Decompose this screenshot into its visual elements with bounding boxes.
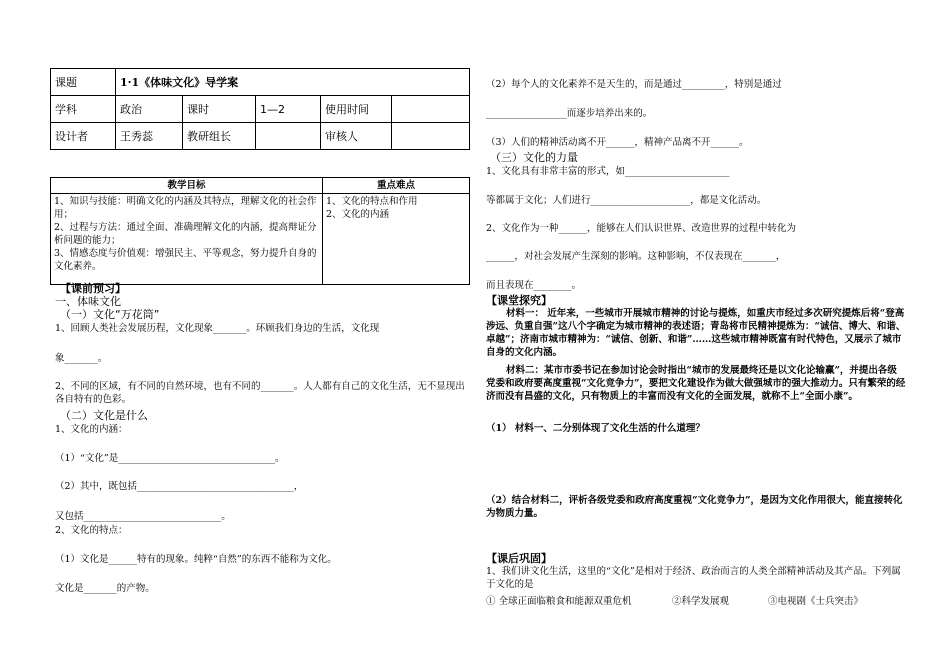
question-2: 2、不同的区域，有不同的自然环境，也有不同的_______。人人都有自己的文化生活，无不显现出各自特有的色彩。 — [55, 381, 465, 405]
option-1: ① 全球正面临粮食和能源双重危机 — [486, 596, 632, 607]
question-3b: （2）其中，既包括_________________________________， — [55, 481, 304, 492]
keypoint-2: 2、文化的内涵 — [326, 209, 390, 220]
r-question-4: 2、文化作为一种______，能够在人们认识世界、改造世界的过程中转化为 — [486, 223, 797, 234]
question-3a: （1）“文化”是_________________________________。 — [55, 453, 285, 464]
r-question-2: （3）人们的精神活动离不开______，精神产品离不开______。 — [486, 137, 749, 148]
explore-question-2: （2）结合材料二，评析各级党委和政府高度重视“文化竞争力”，是因为文化作用很大，能直接转化为物质力量。 — [486, 495, 903, 519]
question-1: 1、回顾人类社会发展历程，文化现象_______。环顾我们身边的生活，文化现 — [55, 323, 380, 334]
time-value — [392, 96, 470, 123]
explore-question-1: （1） 材料一、二分别体现了文化生活的什么道理？ — [486, 423, 705, 434]
r-question-4c: 而且表现在________。 — [486, 280, 582, 291]
goals-table — [50, 177, 470, 285]
r-question-1: （2）每个人的文化素养不是天生的，而是通过_________，特别是通过 — [486, 79, 782, 90]
label-designer: 设计者 — [51, 123, 116, 150]
question-3c: 又包括_____________________________。 — [55, 511, 231, 522]
question-4: 2、文化的特点： — [55, 525, 128, 536]
option-2: ②科学发展观 — [672, 596, 730, 607]
reviewer-value — [392, 123, 470, 150]
subject-value: 政治 — [116, 96, 183, 123]
info-table — [50, 68, 470, 150]
goal-3: 3、情感态度与价值观：增强民主、平等观念，努力提升自身的文化素养。 — [54, 248, 317, 272]
after-class-heading: 【课后巩固】 — [486, 552, 552, 565]
r-question-3: 1、文化具有非常丰富的形式，如______________________ — [486, 166, 730, 177]
keypoints-cell — [323, 194, 470, 285]
goal-1: 1、知识与技能：明确文化的内涵及其特点，理解文化的社会作用； — [54, 196, 317, 220]
period-value: 1—2 — [256, 96, 321, 123]
group-leader-value — [256, 123, 321, 150]
question-3: 1、文化的内涵： — [55, 424, 128, 435]
label-time: 使用时间 — [321, 96, 392, 123]
question-1b: 象_______。 — [55, 353, 108, 364]
goals-header: 教学目标 — [51, 178, 323, 194]
label-topic: 课题 — [51, 69, 116, 96]
r-question-3b: 等都属于文化；人们进行_____________________，都是文化活动。 — [486, 195, 767, 206]
goals-cell — [51, 194, 323, 285]
section-1b-title: （二）文化是什么 — [60, 409, 148, 422]
label-reviewer: 审核人 — [321, 123, 392, 150]
section-1-title: 一、体味文化 — [55, 295, 121, 308]
preview-heading: 【课前预习】 — [60, 282, 126, 295]
option-3: ③电视剧《士兵突击》 — [768, 596, 864, 607]
label-group-leader: 教研组长 — [183, 123, 256, 150]
material-2: 材料二：某市市委书记在参加讨论会时指出“城市的发展最终还是以文化论输赢”，并提出各级党委和政府要高度重视“文化竞争力”，要把文化建设作为做大做强城市的强大推动力。只有繁荣的经济而没有昌盛的文化，只有物质上的丰富而没有文化的全面发展，就称不上“全面小康”。 — [486, 365, 906, 402]
question-4a: （1）文化是______特有的现象。纯粹“自然”的东西不能称为文化。 — [55, 554, 337, 565]
section-1a-title: （一）文化“万花筒” — [60, 308, 160, 321]
keypoint-1: 1、文化的特点和作用 — [326, 196, 418, 207]
section-3-title: （三）文化的力量 — [490, 151, 578, 164]
label-period: 课时 — [183, 96, 256, 123]
question-4b: 文化是_______的产物。 — [55, 583, 155, 594]
material-1: 材料一： 近年来，一些城市开展城市精神的讨论与提炼，如重庆市经过多次研究提炼后将“登高涉远、负重自强”这八个字确定为城市精神的表述语；青岛将市民精神提炼为：“诚信、博大、和谐、卓越”；济南市城市精神为：“诚信、创新、和谐”……这些城市精神既富有时代特色，又展示了城市自身的文化内涵。 — [486, 308, 906, 358]
r-question-1b: _________________而逐步培养出来的。 — [486, 108, 653, 119]
after-question-1: 1、我们讲文化生活，这里的“文化”是相对于经济、政治而言的人类全部精神活动及其产品。下列属于文化的是 — [486, 566, 901, 590]
designer-value: 王秀蕊 — [116, 123, 183, 150]
explore-heading: 【课堂探究】 — [486, 294, 552, 307]
keypoints-header: 重点难点 — [323, 178, 470, 194]
label-subject: 学科 — [51, 96, 116, 123]
r-question-4b: ______，对社会发展产生深刻的影响。这种影响，不仅表现在_______， — [486, 251, 786, 262]
goal-2: 2、过程与方法：通过全面、准确理解文化的内涵，提高辩证分析问题的能力； — [54, 222, 317, 246]
topic-value: 1·1《体味文化》导学案 — [116, 69, 470, 96]
